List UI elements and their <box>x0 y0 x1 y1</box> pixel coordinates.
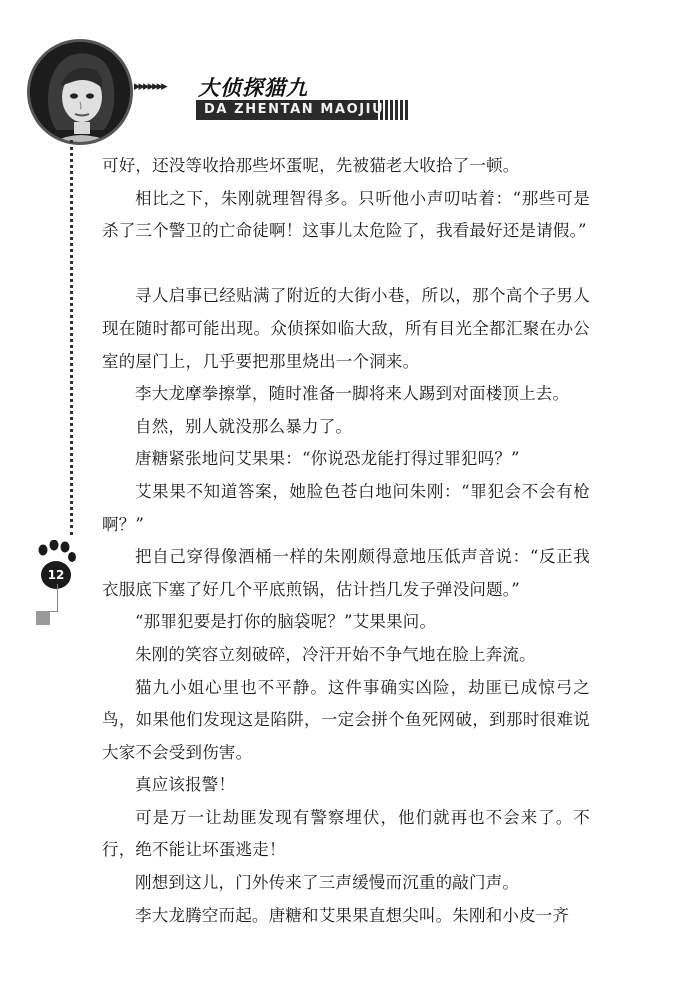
paragraph: 寻人启事已经贴满了附近的大街小巷，所以，那个高个子男人现在随时都可能出现。众侦探如临大敌，所有目光全都汇聚在办公室的屋门上，几乎要把那里烧出一个洞来。 <box>102 286 590 371</box>
paragraph: 自然，别人就没那么暴力了。 <box>135 416 353 436</box>
margin-dotted-rule <box>70 140 73 535</box>
paragraph: 真应该报警！ <box>135 775 236 795</box>
paragraph: 艾果果不知道答案，她脸色苍白地问朱刚：“罪犯会不会有枪啊？” <box>102 481 590 534</box>
page-number: 12 <box>47 568 65 582</box>
arrow-decoration: ▸▸▸▸▸▸▸ <box>134 79 166 94</box>
paragraph: 猫九小姐心里也不平静。这件事确实凶险，劫匪已成惊弓之鸟，如果他们发现这是陷阱，一定会拼个鱼死网破，到那时很难说大家不会受到伤害。 <box>102 677 590 762</box>
paragraph: 唐糖紧张地问艾果果：“你说恐龙能打得过罪犯吗？” <box>135 449 520 469</box>
paragraph: 可是万一让劫匪发现有警察埋伏，他们就再也不会来了。不行，绝不能让坏蛋逃走！ <box>102 807 590 860</box>
paragraph: 可好，还没等收拾那些坏蛋呢，先被猫老大收拾了一顿。 <box>102 156 520 175</box>
paragraph: 朱刚的笑容立刻破碎，冷汗开始不争气地在脸上奔流。 <box>135 644 536 664</box>
paragraph: 李大龙腾空而起。唐糖和艾果果直想尖叫。朱刚和小皮一齐 <box>135 905 570 925</box>
series-pinyin: DA ZHENTAN MAOJIU <box>204 102 385 117</box>
page-header <box>0 0 699 160</box>
body-text <box>102 150 590 932</box>
girl-portrait-icon <box>30 42 130 142</box>
paragraph: 相比之下，朱刚就理智得多。只听他小声叨咕着：“那些可是杀了三个警卫的亡命徒啊！这事儿太危险了，我看最好还是请假。” <box>102 188 590 241</box>
corner-line <box>57 584 58 612</box>
series-title: 大侦探猫九 <box>198 76 308 100</box>
paragraph: “那罪犯要是打你的脑袋呢？”艾果果问。 <box>135 612 437 632</box>
corner-line <box>50 611 58 612</box>
paragraph: 刚想到这儿，门外传来了三声缓慢而沉重的敲门声。 <box>135 873 520 893</box>
corner-square <box>36 611 50 625</box>
paragraph: 李大龙摩拳擦掌，随时准备一脚将来人踢到对面楼顶上去。 <box>135 384 570 404</box>
paragraph: 把自己穿得像酒桶一样的朱刚颇得意地压低声音说：“反正我衣服底下塞了好几个平底煎锅，估计挡几发子弹没问题。” <box>102 547 590 599</box>
